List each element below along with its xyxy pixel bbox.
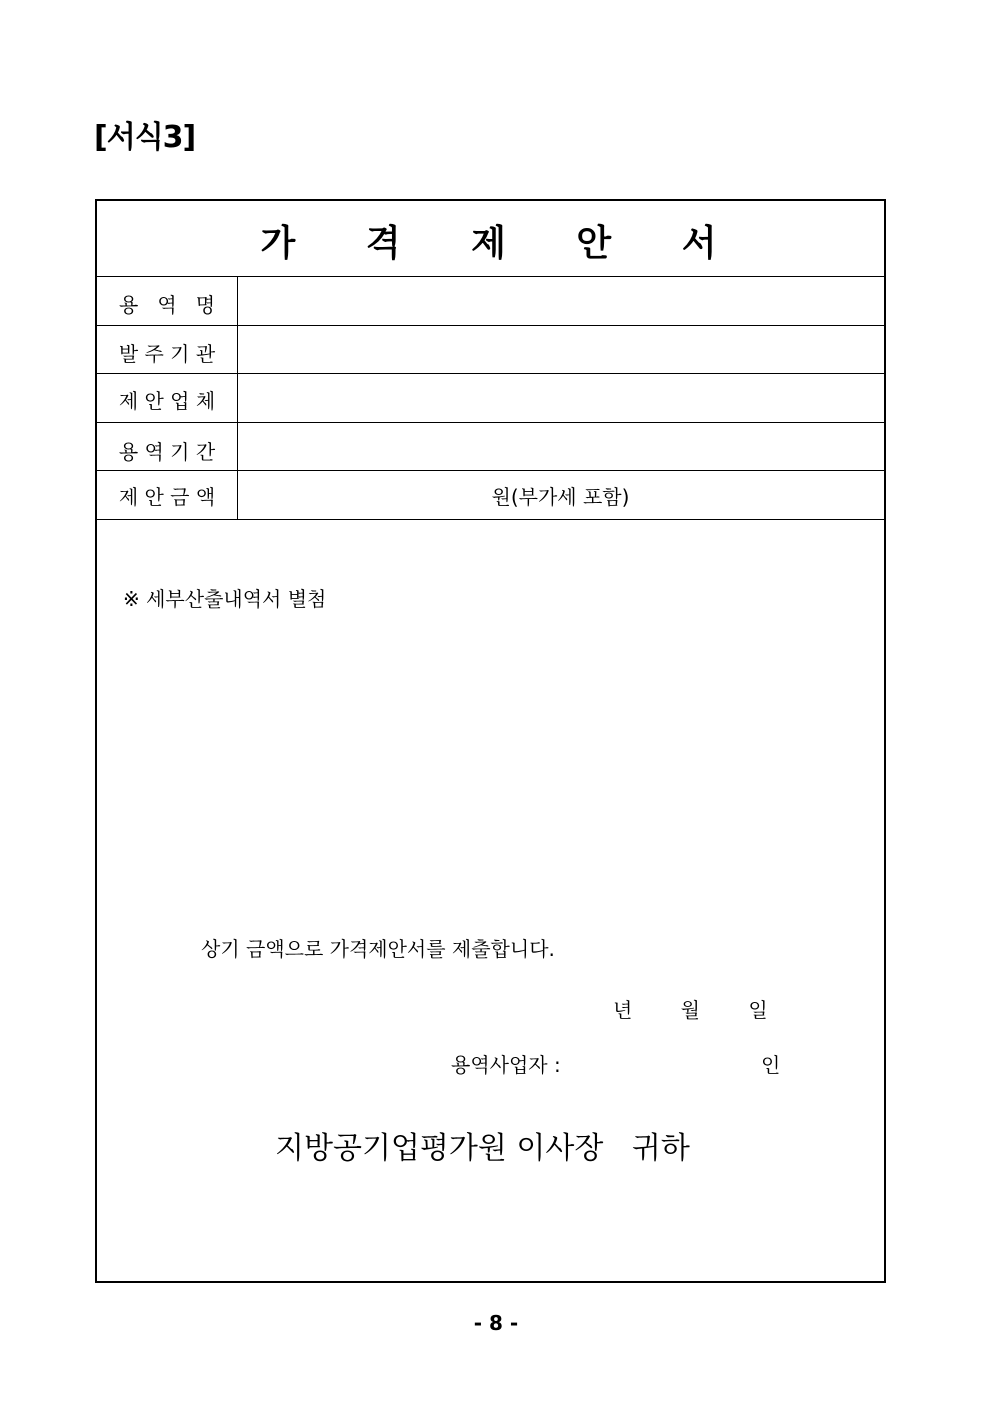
label-ordering-agency: 발 주 기 관 bbox=[118, 342, 216, 366]
service-name-field[interactable] bbox=[239, 277, 884, 324]
contractor-label: 용역사업자 : bbox=[451, 1053, 561, 1077]
divider bbox=[97, 519, 884, 520]
seal-mark: 인 bbox=[761, 1053, 781, 1077]
page-number: - 8 - bbox=[473, 1311, 519, 1335]
label-service-period: 용 역 기 간 bbox=[118, 440, 216, 464]
document-title: 가 격 제 안 서 bbox=[260, 223, 721, 264]
date-line: 년 월 일 bbox=[613, 998, 768, 1022]
proposal-amount-field[interactable]: 원(부가세 포함) bbox=[491, 485, 630, 509]
service-period-field[interactable] bbox=[239, 423, 884, 469]
submission-statement: 상기 금액으로 가격제안서를 제출합니다. bbox=[201, 937, 555, 961]
price-proposal-form bbox=[95, 199, 886, 1283]
label-proposing-company: 제 안 업 체 bbox=[118, 389, 216, 413]
divider bbox=[97, 470, 884, 471]
addressee: 지방공기업평가원 이사장 귀하 bbox=[275, 1131, 690, 1166]
label-proposal-amount: 제 안 금 액 bbox=[118, 485, 216, 509]
label-service-name: 용 역 명 bbox=[118, 293, 216, 317]
attachment-note: ※ 세부산출내역서 별첨 bbox=[123, 587, 327, 611]
proposing-company-field[interactable] bbox=[239, 374, 884, 421]
ordering-agency-field[interactable] bbox=[239, 326, 884, 372]
form-number-label: [서식3] bbox=[94, 120, 196, 155]
